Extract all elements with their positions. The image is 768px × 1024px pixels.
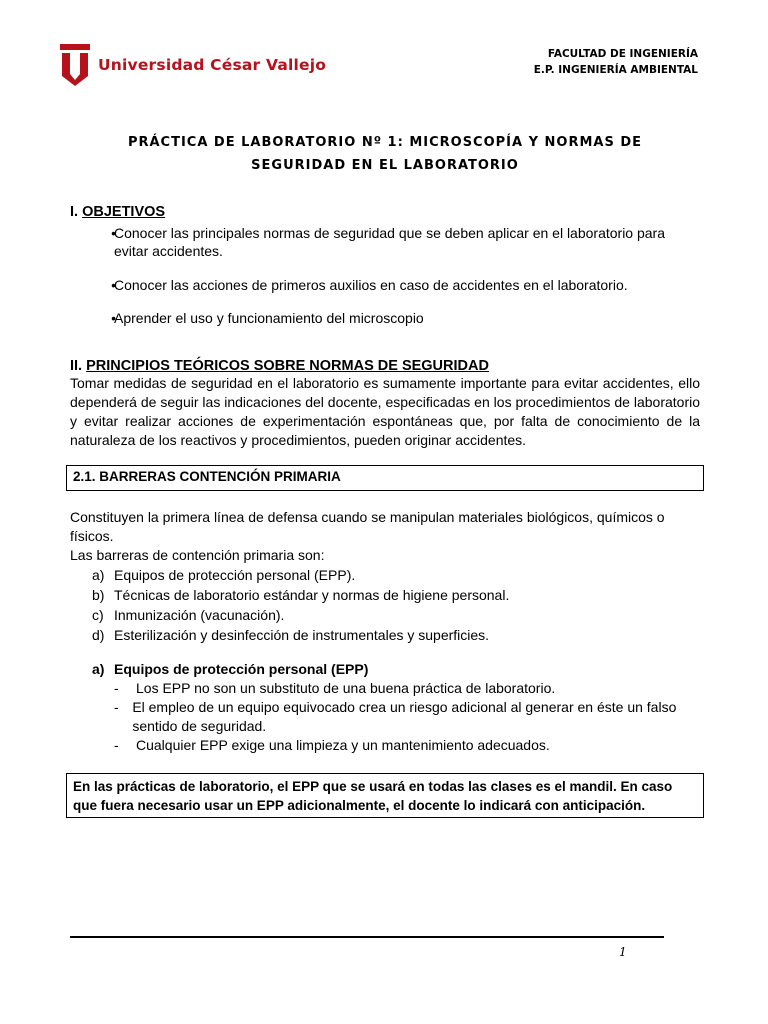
list-item: - El empleo de un equipo equivocado crea un riesgo adicional al generar en éste un falso sentido de seguridad. (114, 699, 677, 734)
faculty-info (534, 46, 698, 78)
barreras-intro: Constituyen la primera línea de defensa cuando se manipulan materiales biológicos, químicos o físicos. (70, 509, 665, 544)
objetivos-list-2 (70, 276, 700, 294)
university-logo (60, 44, 326, 86)
barreras-heading-box (66, 465, 704, 491)
section-principios (70, 358, 700, 450)
university-name: Universidad César Vallejo (98, 56, 327, 74)
epp-note-box (66, 773, 704, 818)
section-number: I. (70, 204, 79, 220)
list-item: - Los EPP no son un substituto de una buena práctica de laboratorio. (114, 680, 556, 696)
barreras-title: 2.1. BARRERAS CONTENCIÓN PRIMARIA (73, 469, 341, 484)
section-title: OBJETIVOS (82, 204, 166, 220)
section-title: PRINCIPIOS TEÓRICOS SOBRE NORMAS DE SEGURIDAD (86, 358, 489, 374)
section-heading (70, 358, 700, 374)
title-line-1: PRÁCTICA DE LABORATORIO Nº 1: MICROSCOPÍA Y NORMAS DE (127, 135, 643, 150)
list-item: d) Esterilización y desinfección de instrumentales y superficies. (92, 627, 490, 643)
section-epp (70, 660, 700, 755)
list-item: • Conocer las acciones de primeros auxilios en caso de accidentes en el laboratorio. (70, 276, 700, 294)
list-item: b) Técnicas de laboratorio estándar y normas de higiene personal. (92, 587, 510, 603)
section-barreras (70, 508, 700, 645)
epp-heading: a) Equipos de protección personal (EPP) (92, 661, 369, 677)
barreras-list (70, 565, 700, 645)
section-objetivos (70, 204, 700, 220)
title-line-2: SEGURIDAD EN EL LABORATORIO (251, 158, 519, 173)
document-title (60, 131, 710, 177)
list-item: - Cualquier EPP exige una limpieza y un mantenimiento adecuados. (114, 737, 550, 753)
objetivos-list (70, 224, 700, 260)
list-item: • Aprender el uso y funcionamiento del microscopio (70, 309, 700, 327)
section-heading (70, 204, 700, 220)
objetivos-list-3 (70, 309, 700, 327)
university-shield-icon (60, 44, 90, 86)
section-number: II. (70, 358, 83, 374)
page-number: 1 (619, 945, 627, 959)
list-item: • Conocer las principales normas de seguridad que se deben aplicar en el laboratorio para evitar accidentes. (70, 224, 700, 260)
school-name: E.P. INGENIERÍA AMBIENTAL (533, 64, 698, 76)
principios-paragraph: Tomar medidas de seguridad en el laboratorio es sumamente importante para evitar accidentes, ello dependerá de seguir las indicaciones del docente, especificadas en los procedimientos de laboratorio y evitar realizar acciones de experimentación espontáneas que, por falta de conocimiento de la naturaleza de los reactivos y procedimientos, pueden originar accidentes. (70, 375, 700, 448)
epp-note: En las prácticas de laboratorio, el EPP que se usará en todas las clases es el mandil. En caso que fuera necesario usar un EPP adicionalmente, el docente lo indicará con anticipación. (73, 779, 673, 813)
list-item: a) Equipos de protección personal (EPP). (92, 567, 356, 583)
epp-list (92, 679, 700, 755)
list-item: c) Inmunización (vacunación). (92, 607, 285, 623)
faculty-name: FACULTAD DE INGENIERÍA (547, 48, 698, 60)
footer-divider (70, 936, 664, 938)
barreras-intro-2: Las barreras de contención primaria son: (70, 547, 325, 563)
